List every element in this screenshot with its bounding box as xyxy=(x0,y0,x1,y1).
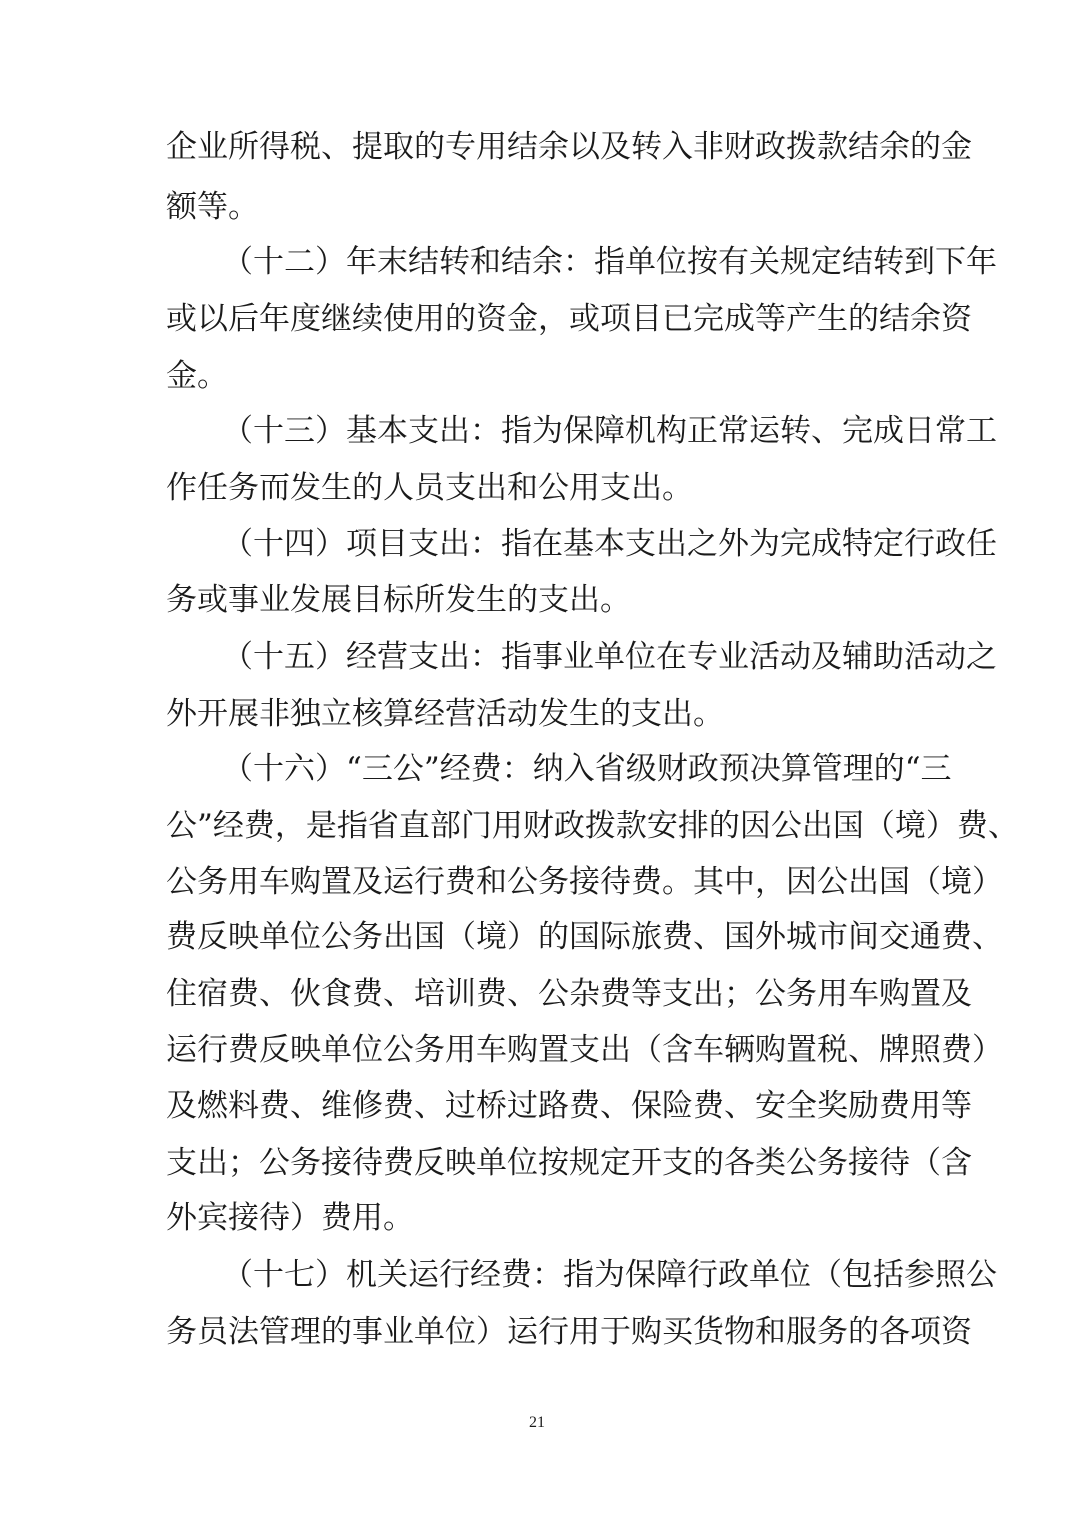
paragraph-15-start: （十五）经营支出：指事业单位在专业活动及辅助活动之 xyxy=(222,639,997,675)
text-line: 及燃料费、维修费、过桥过路费、保险费、安全奖励费用等 xyxy=(166,1088,972,1124)
page-number: 21 xyxy=(529,1414,545,1431)
text-line: 金。 xyxy=(166,358,228,394)
paragraph-13-start: （十三）基本支出：指为保障机构正常运转、完成日常工 xyxy=(222,413,997,449)
text-line: 公”经费，是指省直部门用财政拨款安排的因公出国（境）费、 xyxy=(166,808,1019,844)
text-line: 费反映单位公务出国（境）的国际旅费、国外城市间交通费、 xyxy=(166,919,1003,955)
paragraph-16-start: （十六）“三公”经费：纳入省级财政预决算管理的“三 xyxy=(222,751,952,787)
text-line: 作任务而发生的人员支出和公用支出。 xyxy=(166,470,693,506)
text-line: 外宾接待）费用。 xyxy=(166,1200,414,1236)
text-line: 务或事业发展目标所发生的支出。 xyxy=(166,582,631,618)
text-line: 公务用车购置及运行费和公务接待费。其中，因公出国（境） xyxy=(166,864,1003,900)
paragraph-14-start: （十四）项目支出：指在基本支出之外为完成特定行政任 xyxy=(222,526,997,562)
text-line: 外开展非独立核算经营活动发生的支出。 xyxy=(166,696,724,732)
text-line: 住宿费、伙食费、培训费、公杂费等支出；公务用车购置及 xyxy=(166,976,972,1012)
paragraph-17-start: （十七）机关运行经费：指为保障行政单位（包括参照公 xyxy=(222,1257,997,1293)
text-line: 支出；公务接待费反映单位按规定开支的各类公务接待（含 xyxy=(166,1145,972,1181)
text-line: 额等。 xyxy=(166,189,259,225)
text-line: 或以后年度继续使用的资金，或项目已完成等产生的结余资 xyxy=(166,301,972,337)
text-line: 运行费反映单位公务用车购置支出（含车辆购置税、牌照费） xyxy=(166,1032,1003,1068)
text-line: 务员法管理的事业单位）运行用于购买货物和服务的各项资 xyxy=(166,1314,972,1350)
text-line: 企业所得税、提取的专用结余以及转入非财政拨款结余的金 xyxy=(166,129,972,165)
paragraph-12-start: （十二）年末结转和结余：指单位按有关规定结转到下年 xyxy=(222,244,997,280)
